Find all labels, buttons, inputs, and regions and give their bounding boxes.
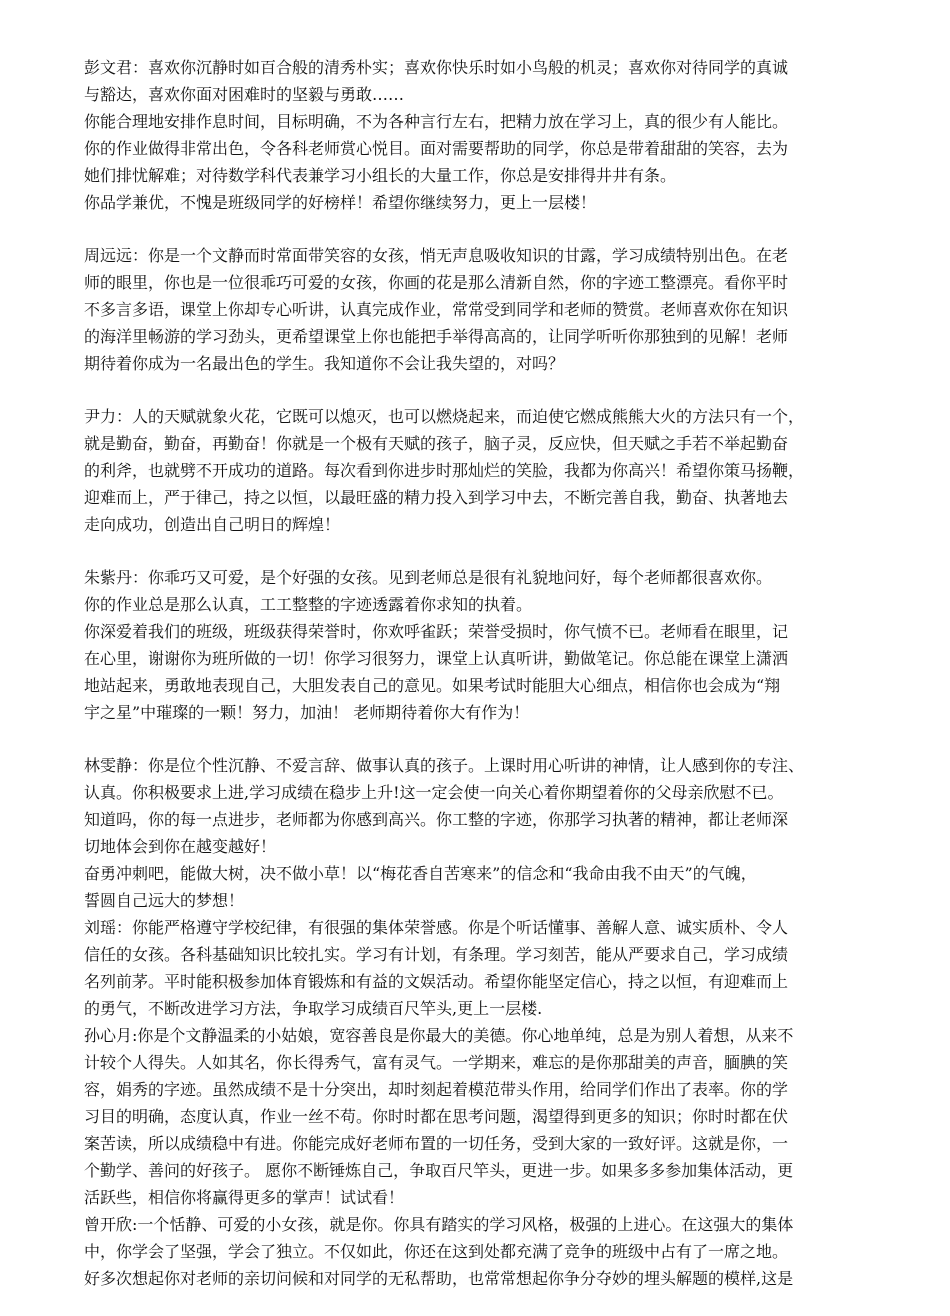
text-line: 计较个人得失。人如其名，你长得秀气，富有灵气。一学期来，难忘的是你那甜美的声音，腼腆的笑 <box>84 1053 789 1072</box>
text-line: 誓圆自己远大的梦想！ <box>84 891 245 910</box>
text-line: 林雯静：你是位个性沉静、不爱言辞、做事认真的孩子。上课时用心听讲的神情，让人感到你的专注、 <box>84 756 805 775</box>
text-line: 刘瑶：你能严格遵守学校纪律，有很强的集体荣誉感。你是个听话懂事、善解人意、诚实质朴、令人 <box>84 918 789 937</box>
text-line: 她们排忧解难；对待数学科代表兼学习小组长的大量工作，你总是安排得井井有条。 <box>84 166 677 185</box>
text-line: 活跃些，相信你将赢得更多的掌声！试试看！ <box>84 1188 405 1207</box>
text-line: 你品学兼优，不愧是班级同学的好榜样！希望你继续努力，更上一层楼！ <box>84 193 597 212</box>
text-line: 师的眼里，你也是一位很乖巧可爱的女孩，你画的花是那么清新自然，你的字迹工整漂亮。看你平时 <box>84 273 789 292</box>
text-line: 在心里，谢谢你为班所做的一切！你学习很努力，课堂上认真听讲，勤做笔记。你总能在课堂上潇洒 <box>84 649 789 668</box>
text-line: 习目的明确，态度认真，作业一丝不苟。你时时都在思考问题，渴望得到更多的知识；你时时都在伏 <box>84 1107 789 1126</box>
text-line: 你能合理地安排作息时间，目标明确，不为各种言行左右，把精力放在学习上，真的很少有人能比。 <box>84 112 789 131</box>
text-line: 信任的女孩。各科基础知识比较扎实。学习有计划，有条理。学习刻苦，能从严要求自己，学习成绩 <box>84 945 789 964</box>
text-line: 的利斧，也就劈不开成功的道路。每次看到你进步时那灿烂的笑脸，我都为你高兴！希望你策马扬鞭， <box>84 461 805 480</box>
text-line: 曾开欣:一个恬静、可爱的小女孩，就是你。你具有踏实的学习风格，极强的上进心。在这强大的集体 <box>84 1215 794 1234</box>
text-line: 不多言多语，课堂上你却专心听讲，认真完成作业，常常受到同学和老师的赞赏。老师喜欢你在知识 <box>84 300 789 319</box>
text-line: 期待着你成为一名最出色的学生。我知道你不会让我失望的，对吗？ <box>84 354 565 373</box>
text-line: 尹力：人的天赋就象火花，它既可以熄灭，也可以燃烧起来，而迫使它燃成熊熊大火的方法只有一个， <box>84 407 805 426</box>
text-line: 容，娟秀的字迹。虽然成绩不是十分突出，却时刻起着模范带头作用，给同学们作出了表率。你的学 <box>84 1080 789 1099</box>
text-line: 迎难而上，严于律己，持之以恒，以最旺盛的精力投入到学习中去，不断完善自我，勤奋、执著地去 <box>84 488 789 507</box>
text-line: 你的作业总是那么认真，工工整整的字迹透露着你求知的执着。 <box>84 595 533 614</box>
text-line: 你深爱着我们的班级，班级获得荣誉时，你欢呼雀跃；荣誉受损时，你气愤不已。老师看在眼里，记 <box>84 622 789 641</box>
text-line: 知道吗，你的每一点进步，老师都为你感到高兴。你工整的字迹，你那学习执著的精神，都让老师深 <box>84 810 789 829</box>
text-line: 认真。你积极要求上进,学习成绩在稳步上升!这一定会使一向关心着你期望着你的父母亲欣慰不已。 <box>84 783 784 802</box>
text-line: 走向成功，创造出自己明日的辉煌！ <box>84 515 341 534</box>
text-line: 宇之星”中璀璨的一颗！努力，加油！ 老师期待着你大有作为！ <box>84 703 530 722</box>
text-line: 朱紫丹：你乖巧又可爱，是个好强的女孩。见到老师总是很有礼貌地问好，每个老师都很喜欢你。 <box>84 568 773 587</box>
text-line: 的海洋里畅游的学习劲头，更希望课堂上你也能把手举得高高的，让同学听听你那独到的见解！老师 <box>84 327 789 346</box>
text-line: 你的作业做得非常出色，令各科老师赏心悦目。面对需要帮助的同学，你总是带着甜甜的笑容，去为 <box>84 139 789 158</box>
text-line: 与豁达，喜欢你面对困难时的坚毅与勇敢…… <box>84 85 405 104</box>
text-line: 好多次想起你对老师的亲切问候和对同学的无私帮助，也常常想起你争分夺妙的埋头解题的模样,这是 <box>84 1269 794 1288</box>
text-line: 个勤学、善问的好孩子。 愿你不断锤炼自己，争取百尺竿头，更进一步。如果多多参加集体活动，更 <box>84 1161 794 1180</box>
text-line: 案苦读，所以成绩稳中有进。你能完成好老师布置的一切任务，受到大家的一致好评。这就是你，一 <box>84 1134 789 1153</box>
text-line: 就是勤奋，勤奋，再勤奋！你就是一个极有天赋的孩子，脑子灵，反应快，但天赋之手若不举起勤奋 <box>84 434 789 453</box>
text-line: 名列前茅。平时能积极参加体育锻炼和有益的文娱活动。希望你能坚定信心，持之以恒，有迎难而上 <box>84 972 789 991</box>
text-line: 的勇气，不断改进学习方法，争取学习成绩百尺竿头,更上一层楼. <box>84 999 543 1018</box>
text-line: 地站起来，勇敢地表现自己，大胆发表自己的意见。如果考试时能胆大心细点，相信你也会成为“翔 <box>84 676 781 695</box>
text-line: 彭文君：喜欢你沉静时如百合般的清秀朴实；喜欢你快乐时如小鸟般的机灵；喜欢你对待同学的真诚 <box>84 58 789 77</box>
text-line: 中，你学会了坚强，学会了独立。不仅如此，你还在这到处都充满了竞争的班级中占有了一席之地。 <box>84 1242 789 1261</box>
text-line: 孙心月:你是个文静温柔的小姑娘，宽容善良是你最大的美德。你心地单纯，总是为别人着想，从来不 <box>84 1026 794 1045</box>
text-line: 切地体会到你在越变越好！ <box>84 837 277 856</box>
text-line: 周远远：你是一个文静而时常面带笑容的女孩，悄无声息吸收知识的甘露，学习成绩特别出色。在老 <box>84 246 789 265</box>
text-line: 奋勇冲刺吧，能做大树，决不做小草！以“梅花香自苦寒来”的信念和“我命由我不由天”的气魄， <box>84 864 757 883</box>
